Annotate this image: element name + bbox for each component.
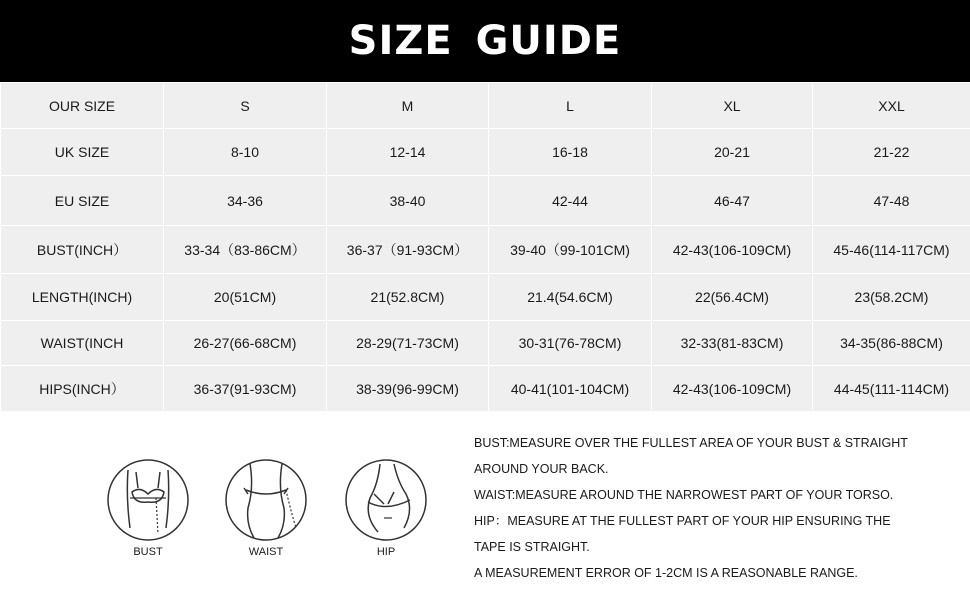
table-cell: 45-46(114-117CM) (813, 226, 970, 274)
row-label-cell: UK SIZE (1, 129, 164, 176)
table-cell: 44-45(111-114CM) (813, 366, 970, 412)
note-bust-line-1: BUST:MEASURE OVER THE FULLEST AREA OF YOUR BUST & STRAIGHT (474, 436, 908, 450)
row-label-cell: LENGTH(INCH) (1, 274, 164, 321)
hip-figure (338, 458, 434, 558)
table-cell: 38-40 (327, 176, 489, 226)
bust-measure-icon (106, 458, 190, 542)
table-cell: 32-33(81-83CM) (652, 321, 813, 366)
row-label-cell: OUR SIZE (1, 83, 164, 129)
measurement-notes (474, 430, 954, 586)
waist-label: WAIST (248, 546, 284, 558)
table-cell: XL (652, 83, 813, 129)
table-cell: 36-37(91-93CM) (164, 366, 327, 412)
table-cell: 34-36 (164, 176, 327, 226)
table-cell: 20(51CM) (164, 274, 327, 321)
hip-label: HIP (376, 546, 396, 558)
bust-figure (100, 458, 196, 558)
table-cell: 34-35(86-88CM) (813, 321, 970, 366)
note-bust-line-2: AROUND YOUR BACK. (474, 462, 609, 476)
table-row (1, 321, 970, 366)
row-label-cell: WAIST(INCH (1, 321, 164, 366)
row-label-cell: EU SIZE (1, 176, 164, 226)
table-cell: 12-14 (327, 129, 489, 176)
table-row (1, 366, 970, 412)
table-cell: 23(58.2CM) (813, 274, 970, 321)
waist-measure-icon (224, 458, 308, 542)
table-cell: 47-48 (813, 176, 970, 226)
table-cell: L (489, 83, 652, 129)
bust-label: BUST (133, 546, 163, 558)
note-hip-line-2: TAPE IS STRAIGHT. (474, 540, 590, 554)
table-cell: M (327, 83, 489, 129)
table-cell: 26-27(66-68CM) (164, 321, 327, 366)
table-row (1, 176, 970, 226)
page-title: SIZE GUIDE (348, 18, 622, 64)
table-cell: 39-40（99-101CM) (489, 226, 652, 274)
table-cell: S (164, 83, 327, 129)
table-row (1, 226, 970, 274)
table-cell: 42-43(106-109CM) (652, 366, 813, 412)
table-cell: 33-34（83-86CM） (164, 226, 327, 274)
table-row (1, 274, 970, 321)
table-cell: 20-21 (652, 129, 813, 176)
table-cell: 40-41(101-104CM) (489, 366, 652, 412)
table-cell: 16-18 (489, 129, 652, 176)
table-cell: 21.4(54.6CM) (489, 274, 652, 321)
note-waist: WAIST:MEASURE AROUND THE NARROWEST PART OF YOUR TORSO. (474, 488, 894, 502)
waist-figure (218, 458, 314, 558)
size-table (0, 82, 970, 412)
table-cell: 8-10 (164, 129, 327, 176)
row-label-cell: BUST(INCH） (1, 226, 164, 274)
hip-measure-icon (344, 458, 428, 542)
table-cell: 30-31(76-78CM) (489, 321, 652, 366)
table-cell: 46-47 (652, 176, 813, 226)
title-banner (0, 0, 970, 82)
table-header-row (1, 83, 970, 129)
row-label-cell: HIPS(INCH） (1, 366, 164, 412)
table-cell: 42-43(106-109CM) (652, 226, 813, 274)
table-row (1, 129, 970, 176)
note-error: A MEASUREMENT ERROR OF 1-2CM IS A REASONABLE RANGE. (474, 566, 858, 580)
note-hip-line-1: HIP：MEASURE AT THE FULLEST PART OF YOUR HIP ENSURING THE (474, 514, 891, 528)
table-cell: XXL (813, 83, 970, 129)
table-cell: 28-29(71-73CM) (327, 321, 489, 366)
table-cell: 38-39(96-99CM) (327, 366, 489, 412)
table-cell: 36-37（91-93CM） (327, 226, 489, 274)
table-cell: 21-22 (813, 129, 970, 176)
table-cell: 22(56.4CM) (652, 274, 813, 321)
table-cell: 21(52.8CM) (327, 274, 489, 321)
table-cell: 42-44 (489, 176, 652, 226)
